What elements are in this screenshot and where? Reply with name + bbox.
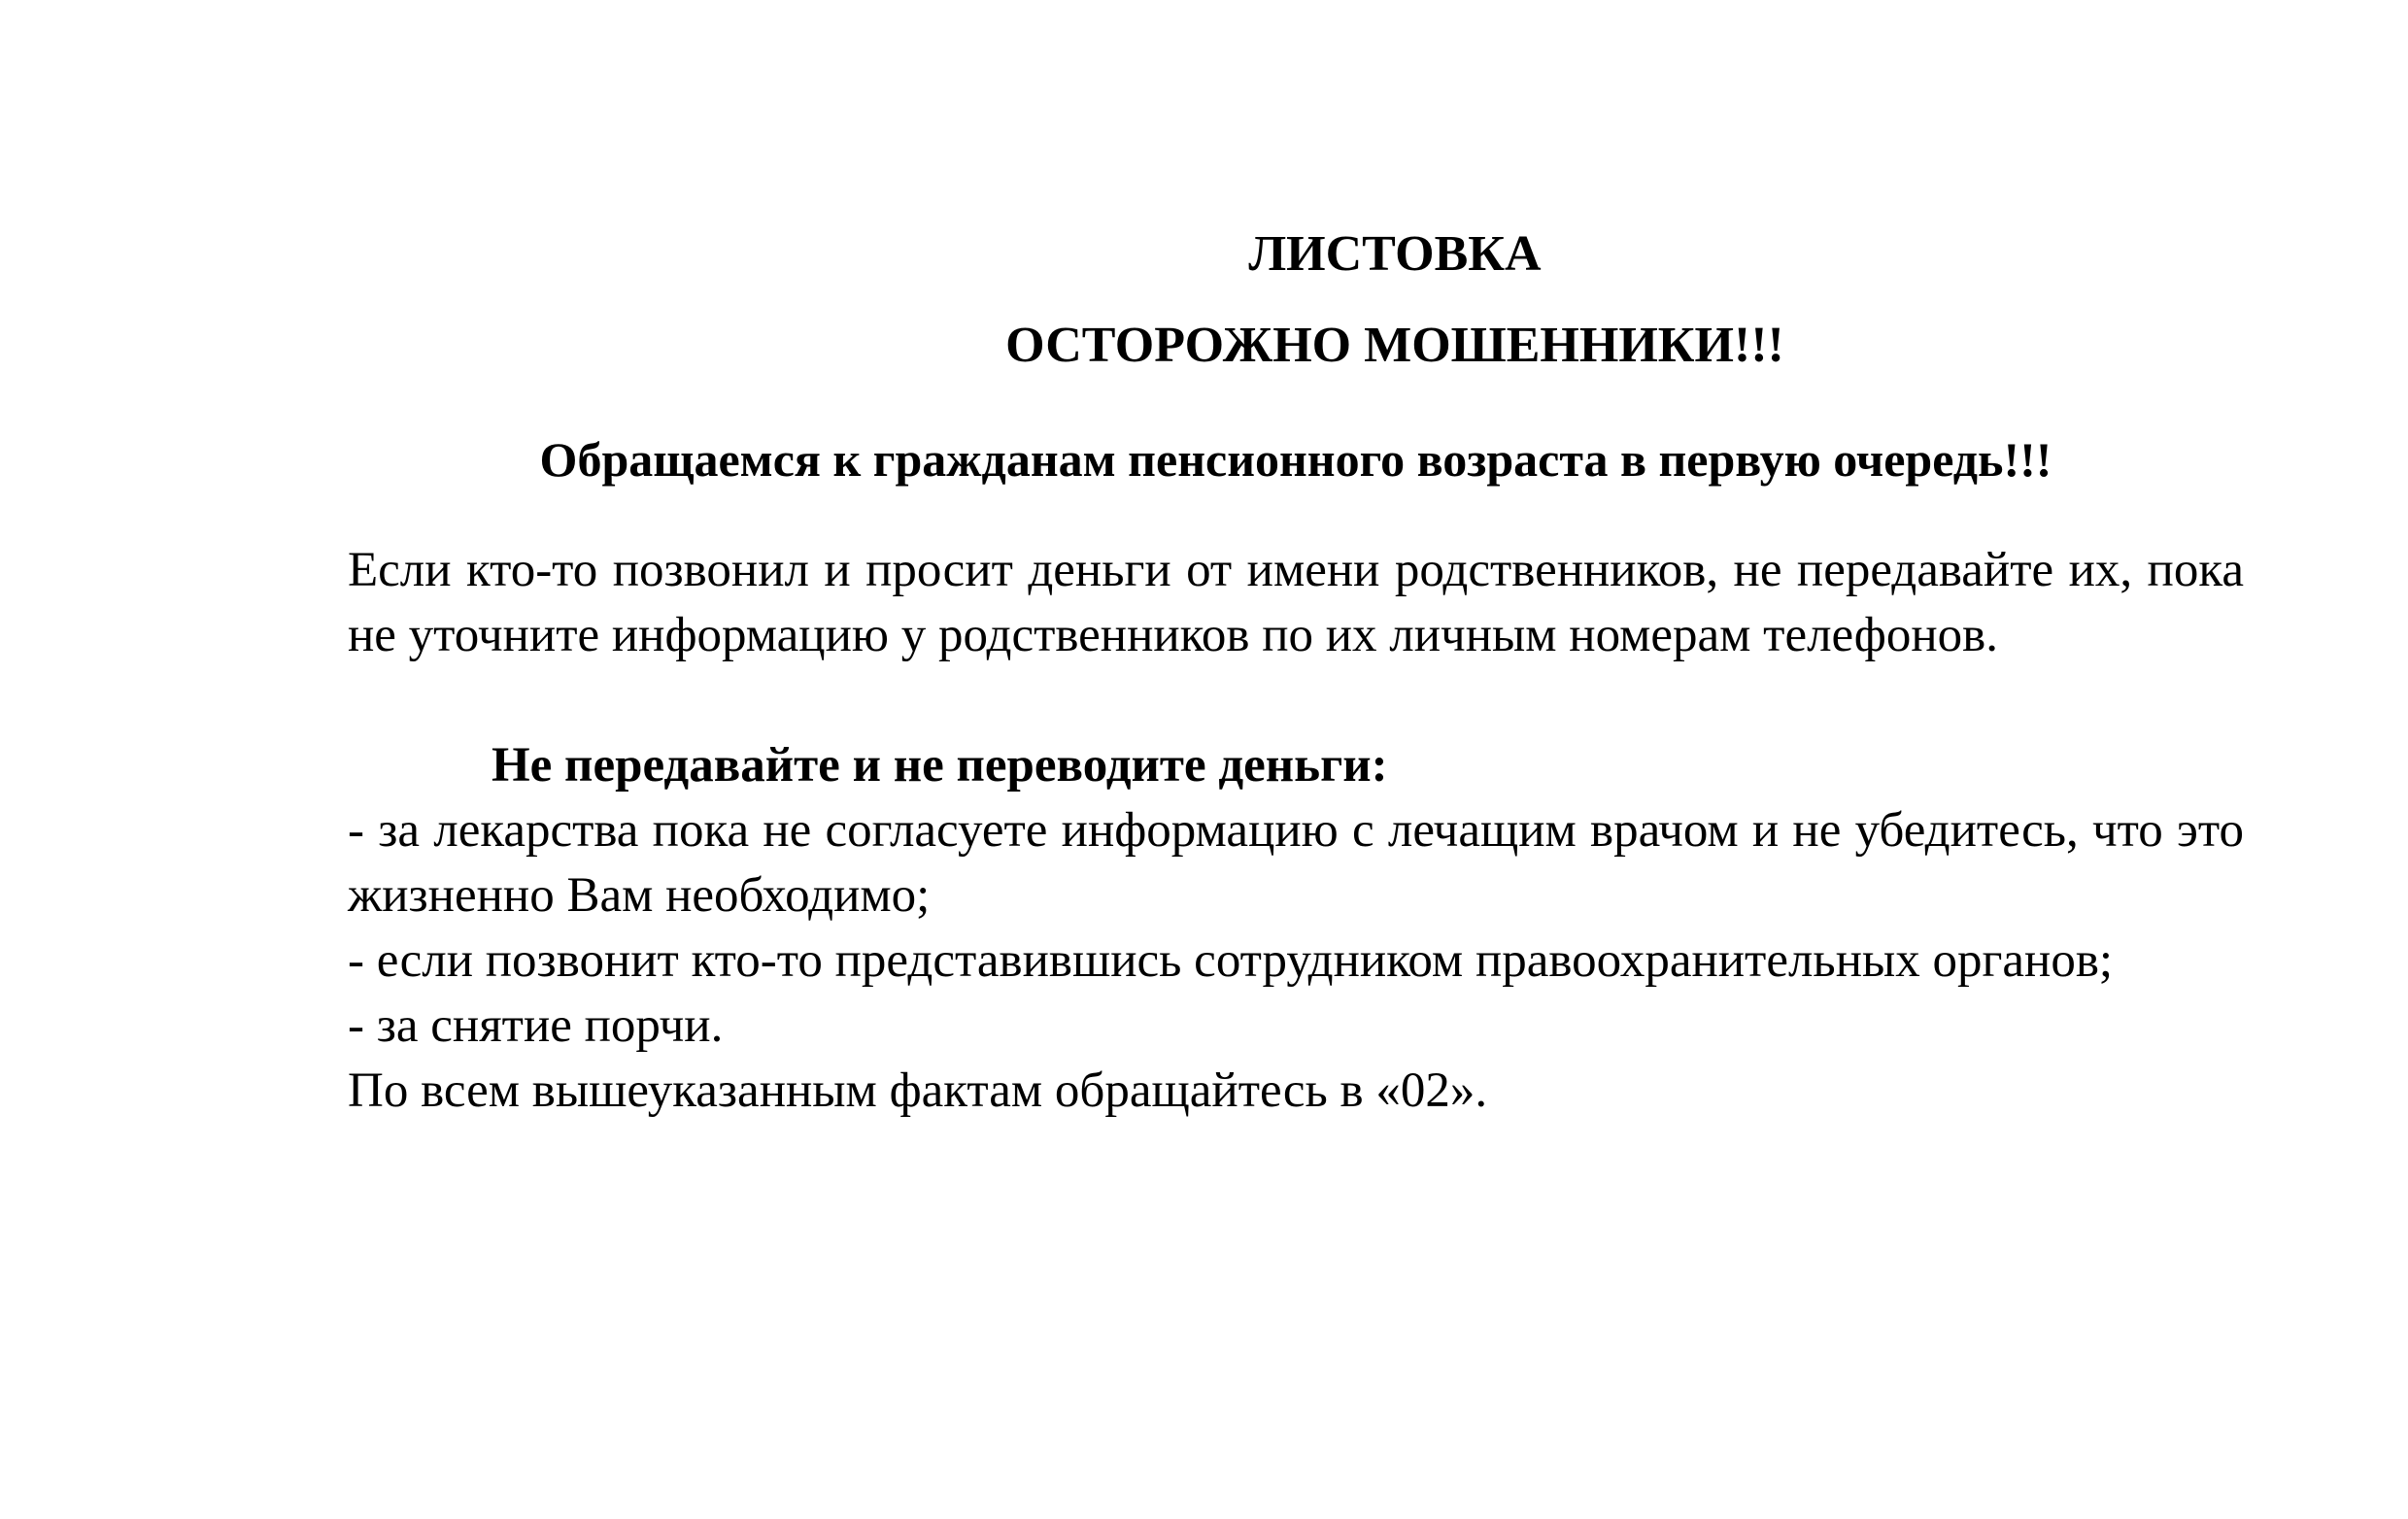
list-item-medicine: - за лекарства пока не согласуете информацию с лечащим врачом и не убедитесь, что это жизненно Вам необходимо; bbox=[348, 803, 2244, 923]
relatives-paragraph: Если кто-то позвонил и просит деньги от имени родственников, не передавайте их, пока не уточните информацию у родственников по их личным номерам телефонов. bbox=[348, 543, 2244, 662]
document-body bbox=[348, 221, 2244, 1124]
list-item-law-enforcement: - если позвонит кто-то представившись сотрудником правоохранительных органов; bbox=[348, 933, 2114, 988]
leaflet-title: ЛИСТОВКА bbox=[1248, 226, 1542, 282]
closing-paragraph: По всем вышеуказанным фактам обращайтесь в «02». bbox=[348, 1063, 1488, 1118]
appeal-heading: Обращаемся к гражданам пенсионного возраста в первую очередь!!! bbox=[539, 432, 2052, 487]
warning-heading: ОСТОРОЖНО МОШЕННИКИ!!! bbox=[1005, 318, 1784, 373]
list-item-curse-removal: - за снятие порчи. bbox=[348, 998, 724, 1053]
do-not-transfer-heading: Не передавайте и не переводите деньги: bbox=[492, 738, 1388, 793]
